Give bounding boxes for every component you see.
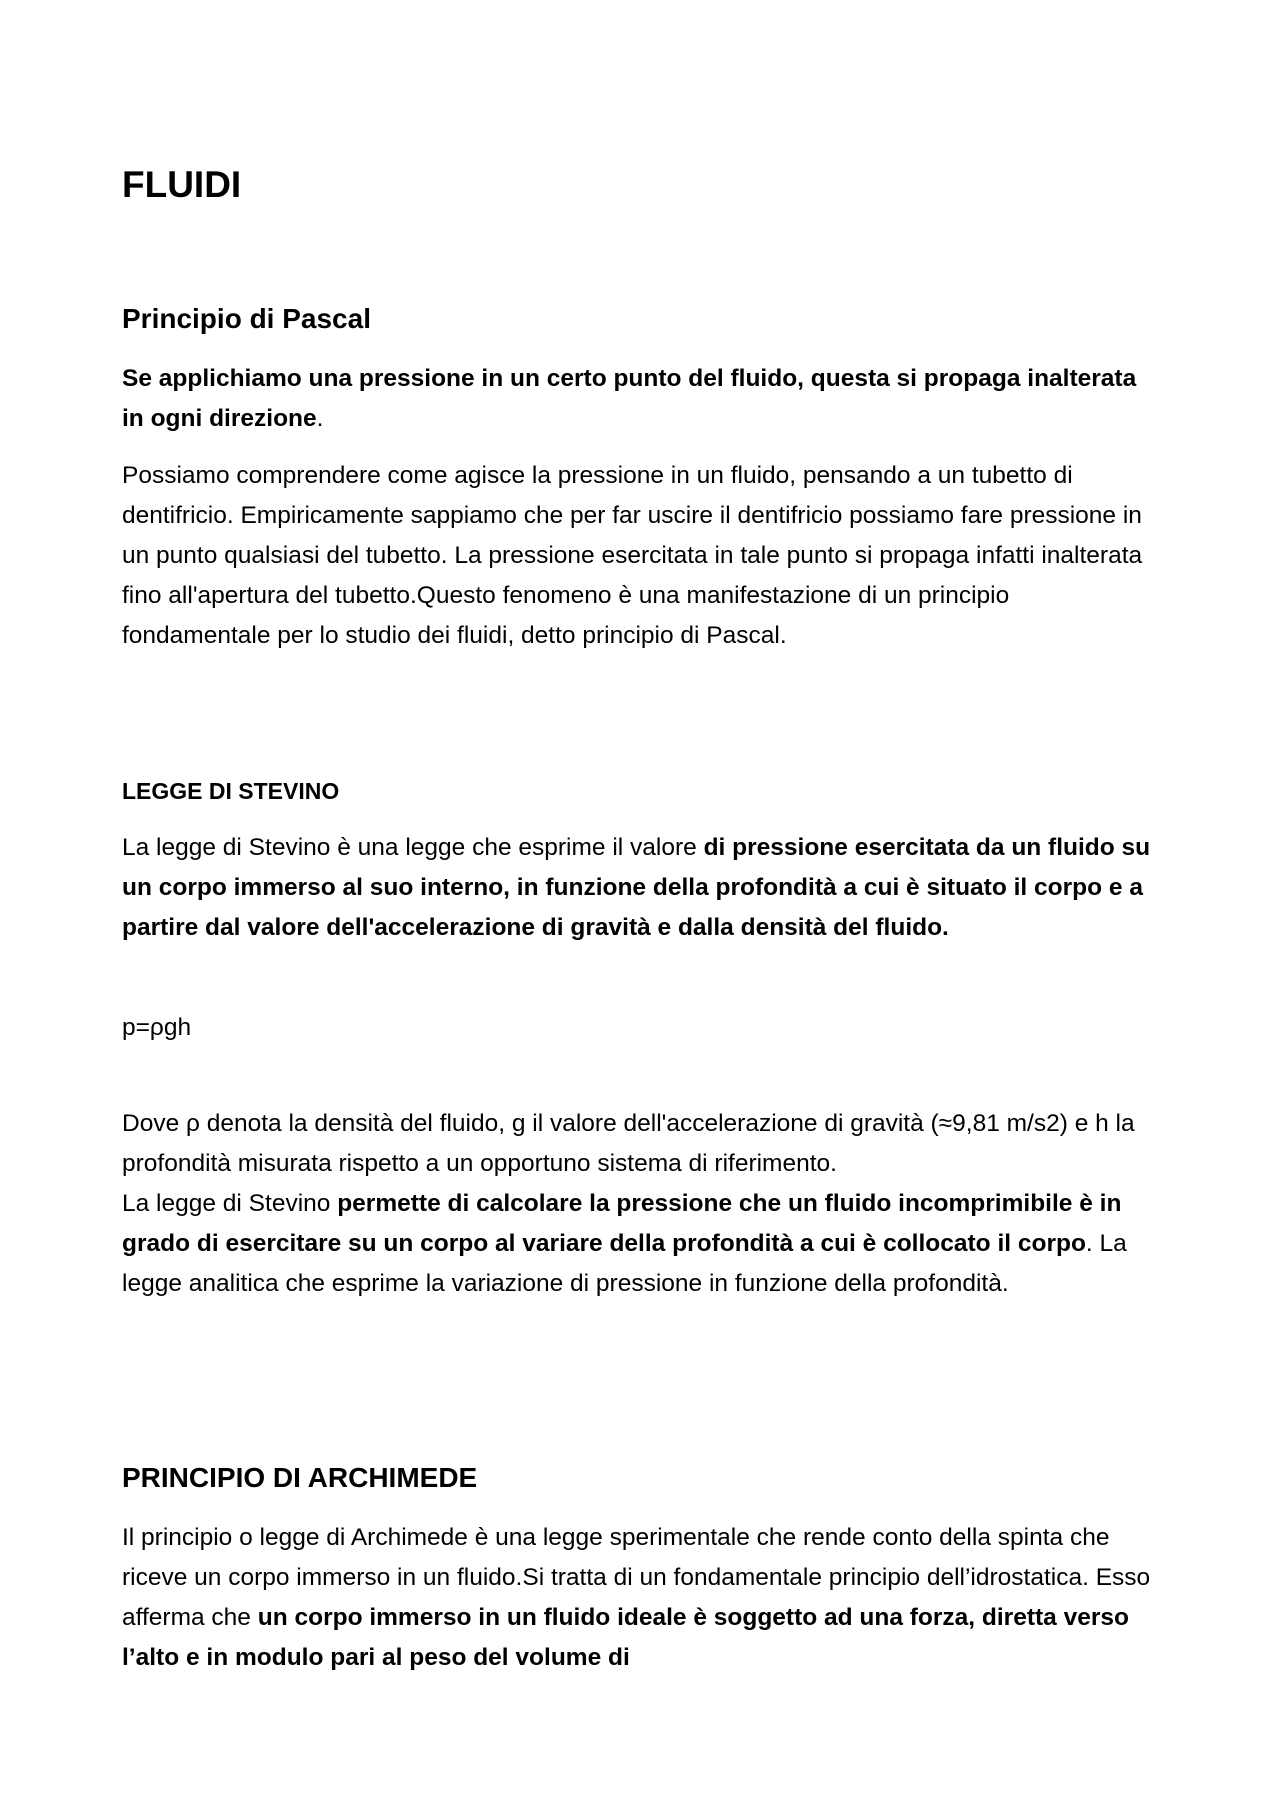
pascal-heading: Principio di Pascal xyxy=(122,303,371,334)
pascal-paragraph: Possiamo comprendere come agisce la pressione in un fluido, pensando a un tubetto di dentifricio. Empiricamente sappiamo che per far uscire il dentifricio possiamo fare pressione in un punto qualsiasi del tubetto. La pressione esercitata in tale punto si propaga infatti inalterata fino all'apertura del tubetto.Questo fenomeno è una manifestazione di un principio fondamentale per lo studio dei fluidi, detto principio di Pascal. xyxy=(122,462,1143,649)
stevino-second-plain: La legge di Stevino xyxy=(122,1190,338,1217)
archimede-paragraph-bold: un corpo immerso in un fluido ideale è soggetto ad una forza, diretta verso l’alto e in modulo pari al peso del volume di xyxy=(122,1604,1129,1671)
page-title: FLUIDI xyxy=(122,164,242,205)
stevino-explanation: Dove ρ denota la densità del fluido, g il valore dell'accelerazione di gravità (≈9,81 m/s2) e h la profondità misurata rispetto a un opportuno sistema di riferimento. xyxy=(122,1110,1135,1177)
stevino-intro-bold: di pressione esercitata da un fluido su un corpo immerso al suo interno, in funzione della profondità a cui è situato il corpo e a partire dal valore dell'accelerazione di gravità e dalla densità del fluido. xyxy=(122,834,1151,941)
archimede-paragraph-plain: Il principio o legge di Archimede è una legge sperimentale che rende conto della spinta che riceve un corpo immerso in un fluido.Si tratta di un fondamentale principio dell’idrostatica. Esso afferma che xyxy=(122,1524,1151,1631)
stevino-second-bold: permette di calcolare la pressione che un fluido incomprimibile è in grado di esercitare su un corpo al variare della profondità a cui è collocato il corpo xyxy=(122,1190,1122,1257)
stevino-heading: LEGGE DI STEVINO xyxy=(122,778,340,804)
stevino-intro-plain: La legge di Stevino è una legge che esprime il valore xyxy=(122,834,704,861)
pascal-statement xyxy=(122,359,1162,439)
stevino-formula: p=ρgh xyxy=(122,1014,192,1041)
pascal-statement-end: . xyxy=(316,405,324,432)
pascal-statement-bold: Se applichiamo una pressione in un certo punto del fluido, questa si propaga inalterata in ogni direzione xyxy=(122,365,1137,432)
archimede-heading: PRINCIPIO DI ARCHIMEDE xyxy=(122,1462,478,1493)
stevino-intro xyxy=(122,828,1162,948)
stevino-second-paragraph xyxy=(122,1184,1162,1304)
stevino-second-end: . La legge analitica che esprime la variazione di pressione in funzione della profondità. xyxy=(122,1230,1127,1297)
archimede-paragraph xyxy=(122,1518,1162,1678)
